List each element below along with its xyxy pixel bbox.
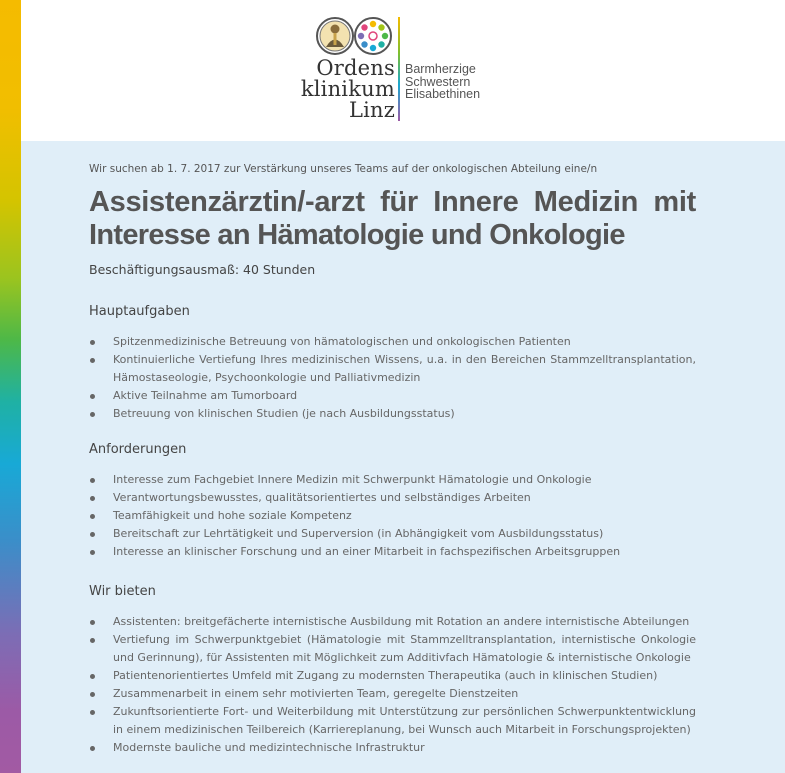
intro-text: Wir suchen ab 1. 7. 2017 zur Verstärkung unseres Teams auf der onkologischen Abteilung eine/n bbox=[89, 163, 598, 175]
list-item: Modernste bauliche und medizintechnische Infrastruktur bbox=[89, 739, 696, 757]
list-wir-bieten bbox=[89, 613, 696, 757]
list-item: Zusammenarbeit in einem sehr motivierten Team, geregelte Dienstzeiten bbox=[89, 685, 696, 703]
list-item: Verantwortungsbewusstes, qualitätsorientiertes und selbständiges Arbeiten bbox=[89, 489, 696, 507]
bullet-icon bbox=[90, 620, 95, 625]
list-item: Betreuung von klinischen Studien (je nach Ausbildungsstatus) bbox=[89, 405, 696, 423]
bullet-icon bbox=[90, 674, 95, 679]
bullet-icon bbox=[90, 340, 95, 345]
section-heading-wir-bieten: Wir bieten bbox=[89, 584, 156, 599]
list-item: Spitzenmedizinische Betreuung von hämatologischen und onkologischen Patienten bbox=[89, 333, 696, 351]
bullet-icon bbox=[90, 532, 95, 537]
section-heading-hauptaufgaben: Hauptaufgaben bbox=[89, 304, 190, 319]
list-item: Kontinuierliche Vertiefung Ihres medizinischen Wissens, u.a. in den Bereichen Stammzelltransplantation, Hämostaseologie, Psychoonkologie und Palliativmedizin bbox=[89, 351, 696, 387]
list-item: Vertiefung im Schwerpunktgebiet (Hämatologie mit Stammzelltransplantation, internistische Onkologie und Gerinnung), für Assistenten mit Möglichkeit zum Additivfach Hämatologie & internistische Onkologie bbox=[89, 631, 696, 667]
bullet-icon bbox=[90, 394, 95, 399]
list-item: Aktive Teilnahme am Tumorboard bbox=[89, 387, 696, 405]
bullet-icon bbox=[90, 478, 95, 483]
logo-header bbox=[21, 0, 785, 141]
list-item: Interesse an klinischer Forschung und an einer Mitarbeit in fachspezifischen Arbeitsgruppen bbox=[89, 543, 696, 561]
bullet-icon bbox=[90, 638, 95, 643]
bullet-icon bbox=[90, 550, 95, 555]
list-hauptaufgaben bbox=[89, 333, 696, 423]
list-item: Assistenten: breitgefächerte internistische Ausbildung mit Rotation an andere internistische Abteilungen bbox=[89, 613, 696, 631]
logo-subtitle bbox=[405, 63, 480, 101]
logo-divider bbox=[398, 17, 400, 121]
list-item: Teamfähigkeit und hohe soziale Kompetenz bbox=[89, 507, 696, 525]
list-item: Zukunftsorientierte Fort- und Weiterbildung mit Unterstützung zur persönlichen Schwerpunktentwicklung in einem medizinischen Teilbereich (Karriereplanung, bei Wunsch auch Mitarbeit in Forschungsprojekten) bbox=[89, 703, 696, 739]
section-heading-anforderungen: Anforderungen bbox=[89, 442, 187, 457]
list-anforderungen bbox=[89, 471, 696, 561]
color-stripe bbox=[0, 0, 21, 773]
bullet-icon bbox=[90, 746, 95, 751]
logo-wordmark bbox=[287, 58, 395, 121]
logo-sub-3: Elisabethinen bbox=[405, 87, 481, 101]
logo-sub-1: Barmherzige bbox=[405, 62, 476, 76]
list-item: Bereitschaft zur Lehrtätigkeit und Superversion (in Abhängigkeit vom Ausbildungsstatus) bbox=[89, 525, 696, 543]
bullet-icon bbox=[90, 496, 95, 501]
logo-emblem-icon bbox=[315, 16, 393, 56]
logo-line-1: Ordens bbox=[316, 56, 395, 80]
list-item: Interesse zum Fachgebiet Innere Medizin mit Schwerpunkt Hämatologie und Onkologie bbox=[89, 471, 696, 489]
job-title bbox=[89, 186, 696, 252]
bullet-icon bbox=[90, 358, 95, 363]
list-item: Patientenorientiertes Umfeld mit Zugang zu modernsten Therapeutika (auch in klinischen Studien) bbox=[89, 667, 696, 685]
bullet-icon bbox=[90, 514, 95, 519]
bullet-icon bbox=[90, 692, 95, 697]
logo-line-2: klinikum bbox=[300, 77, 395, 101]
job-title-line-2: Interesse an Hämatologie und Onkologie bbox=[89, 219, 625, 251]
logo-line-3: Linz bbox=[348, 98, 395, 122]
employment-extent: Beschäftigungsausmaß: 40 Stunden bbox=[89, 262, 316, 277]
logo-sub-2: Schwestern bbox=[405, 74, 471, 89]
bullet-icon bbox=[90, 412, 95, 417]
job-title-line-1: Assistenzärztin/-arzt für Innere Medizin mit bbox=[89, 186, 696, 218]
bullet-icon bbox=[90, 710, 95, 715]
